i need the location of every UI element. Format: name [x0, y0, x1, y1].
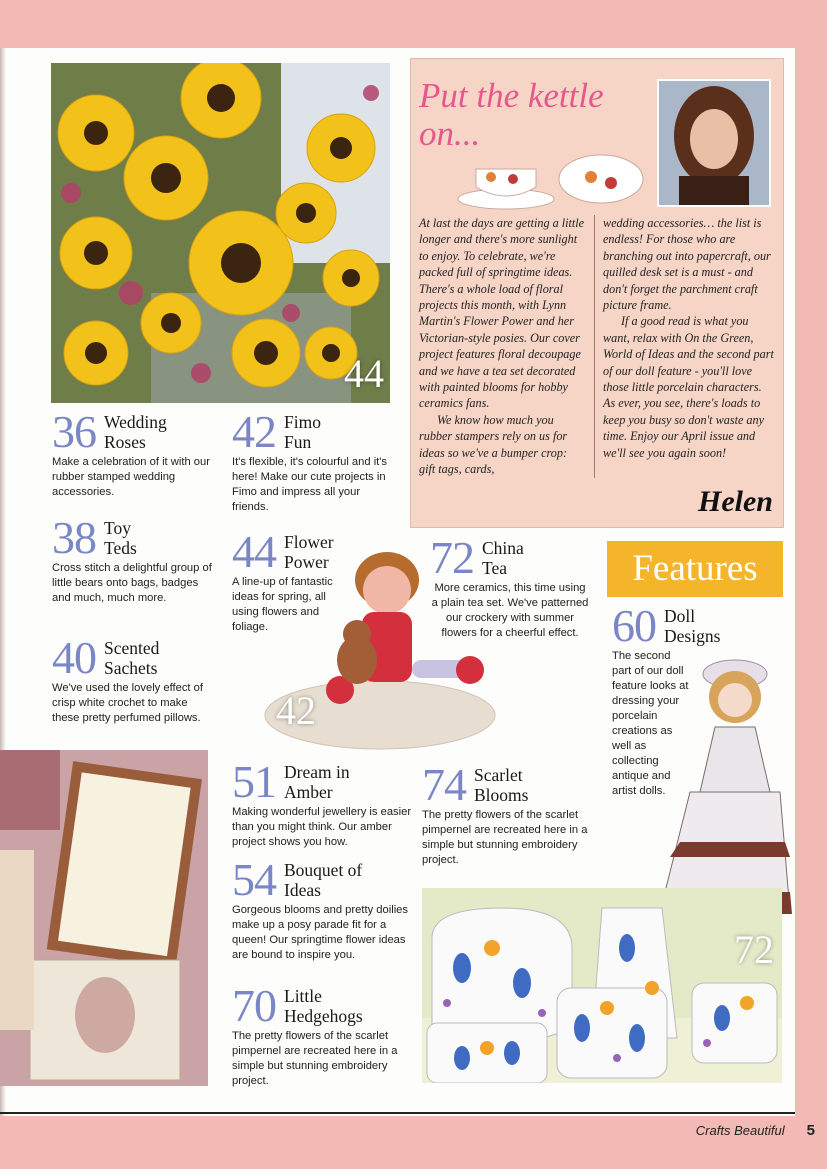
item-title: Flower Power — [284, 532, 334, 572]
item-description: We've used the lovely effect of crisp white crochet to make these pretty perfumed pillows. — [52, 682, 203, 724]
contents-item-70[interactable] — [232, 980, 412, 1089]
sunflowers-page-number: 44 — [344, 351, 384, 396]
editor-column-1 — [419, 215, 595, 478]
editor-portrait-illustration — [659, 81, 769, 205]
magazine-name: Crafts Beautiful — [695, 1123, 785, 1138]
item-number: 54 — [232, 854, 276, 905]
item-number: 74 — [422, 759, 466, 810]
page-number: 5 — [806, 1122, 815, 1139]
contents-item-36[interactable] — [52, 406, 212, 500]
wedding-card-illustration — [0, 750, 208, 1086]
item-title: Dream in Amber — [284, 762, 350, 802]
item-title: Wedding Roses — [104, 412, 167, 452]
item-number: 72 — [430, 532, 474, 583]
item-description: More ceramics, this time using a plain tea set. We've patterned our crockery with summer flowers for a cheerful effect. — [431, 582, 589, 639]
item-description: The second part of our doll feature looks at dressing your porcelain creations as well as collecting antique and artist dolls. — [612, 650, 689, 797]
item-number: 51 — [232, 756, 276, 807]
item-number: 44 — [232, 526, 276, 577]
item-title: Toy Teds — [104, 518, 137, 558]
porcelain-doll-illustration — [650, 652, 795, 927]
sunflowers-photo — [51, 63, 390, 403]
item-description: A line-up of fantastic ideas for spring, all using flowers and foliage. — [232, 576, 333, 633]
item-number: 42 — [232, 406, 276, 457]
teacup-teapot-illustration — [451, 149, 651, 211]
item-title: Fimo Fun — [284, 412, 321, 452]
item-description: Gorgeous blooms and pretty doilies make up a posy parade fit for a queen! Our springtime flower ideas are bound to inspire you. — [232, 904, 408, 961]
editor-paragraph: We know how much you rubber stampers rely on us for ideas so we've a bumper crop: gift tags, cards, — [419, 412, 568, 477]
item-description: The pretty flowers of the scarlet pimpernel are recreated here in a simple but stunning embroidery project. — [232, 1030, 398, 1087]
item-title: Scented Sachets — [104, 638, 160, 678]
editor-title: Put the kettle on... — [419, 76, 604, 153]
item-number: 36 — [52, 406, 96, 457]
teaset-page-number: 72 — [734, 927, 774, 972]
item-title: China Tea — [482, 538, 524, 578]
editor-letter — [410, 58, 784, 528]
sunflowers-illustration — [51, 63, 390, 403]
features-banner: Features — [607, 541, 783, 597]
item-description: It's flexible, it's colourful and it's here! Make our cute projects in Fimo and impress all your friends. — [232, 456, 388, 513]
teaset-illustration — [422, 888, 782, 1083]
editor-portrait — [657, 79, 771, 207]
contents-item-72[interactable] — [430, 532, 590, 641]
teaset-photo — [422, 888, 782, 1083]
page-footer — [696, 1122, 815, 1139]
editor-paragraph: wedding accessories… the list is endless! For those who are branching out into papercraft, our quilled desk set is a must - and don't forget the parchment craft picture frame. — [603, 216, 771, 313]
item-title: Bouquet of Ideas — [284, 860, 363, 900]
item-number: 40 — [52, 632, 96, 683]
item-title: Little Hedgehogs — [284, 986, 363, 1026]
item-description: Making wonderful jewellery is easier than you might think. Our amber project shows you how. — [232, 806, 412, 848]
item-number: 70 — [232, 980, 276, 1031]
wedding-card-photo — [0, 750, 208, 1086]
editor-signature: Helen — [698, 485, 773, 518]
item-title: Doll Designs — [664, 606, 721, 646]
contents-item-42[interactable] — [232, 406, 396, 515]
contents-item-74[interactable] — [422, 759, 602, 868]
porcelain-doll-photo — [650, 652, 795, 927]
contents-item-40[interactable] — [52, 632, 212, 726]
footer-rule — [0, 1112, 795, 1114]
item-number: 38 — [52, 512, 96, 563]
contents-item-51[interactable] — [232, 756, 412, 850]
editor-columns — [419, 215, 775, 478]
editor-column-2 — [595, 215, 775, 478]
item-description: Cross stitch a delightful group of little bears onto bags, badges and much, much more. — [52, 562, 212, 604]
item-description: The pretty flowers of the scarlet pimpernel are recreated here in a simple but stunning embroidery project. — [422, 809, 588, 866]
contents-item-38[interactable] — [52, 512, 212, 606]
editor-paragraph: If a good read is what you want, relax with On the Green, World of Ideas and the second part of our doll feature - you'll love those little porcelain characters. As ever, you see, there's loads to keep you busy so don't waste any time. Enjoy our April issue and we'll see you again soon! — [603, 314, 774, 460]
fimo-page-number: 42 — [276, 688, 316, 733]
item-description: Make a celebration of it with our rubber stamped wedding accessories. — [52, 456, 210, 498]
item-number: 60 — [612, 600, 656, 651]
contents-item-54[interactable] — [232, 854, 412, 963]
editor-paragraph: At last the days are getting a little longer and there's more sunlight to enjoy. To celebrate, we're packed full of springtime ideas. There's a whole load of floral projects this month, with Lynn Martin's Flower Power and her Victorian-style posies. Our cover project features floral decoupage and we have a tea set decorated with painted blooms for hobby ceramics fans. — [419, 216, 585, 411]
item-title: Scarlet Blooms — [474, 765, 529, 805]
